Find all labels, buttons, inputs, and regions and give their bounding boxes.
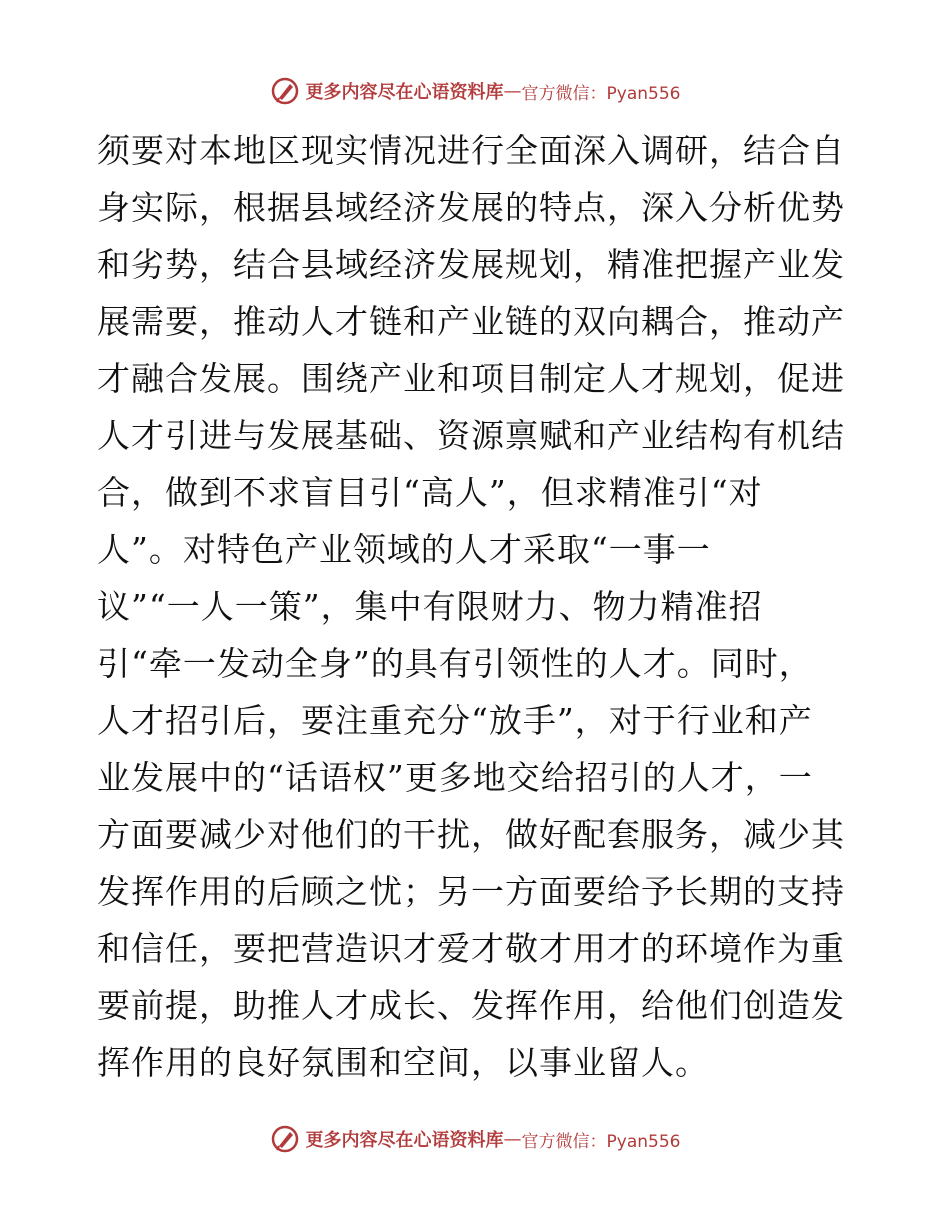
body-line: 合，做到不求盲目引“高人”，但求精准引“对	[97, 473, 763, 512]
banner-wechat-text: 官方微信：Pyan556	[521, 83, 681, 104]
feather-pen-icon	[270, 76, 300, 106]
body-line: 议”“一人一策”，集中有限财力、物力精准招	[97, 587, 763, 626]
body-line: 展需要，推动人才链和产业链的双向耦合，推动产	[97, 302, 845, 341]
banner-separator: —	[503, 1128, 522, 1150]
body-line: 引“牵一发动全身”的具有引领性的人才。同时，	[97, 644, 813, 683]
body-line: 人”。对特色产业领域的人才采取“一事一	[97, 530, 711, 569]
banner-main-text: 更多内容尽在心语资料库	[305, 1130, 504, 1151]
document-body	[97, 122, 857, 1091]
header-banner	[0, 74, 950, 108]
body-line: 和劣势，结合县域经济发展规划，精准把握产业发	[97, 245, 845, 284]
body-line: 挥作用的良好氛围和空间，以事业留人。	[97, 1043, 709, 1082]
banner-separator: —	[503, 80, 522, 102]
body-line: 人才引进与发展基础、资源禀赋和产业结构有机结	[97, 416, 845, 455]
body-line: 发挥作用的后顾之忧；另一方面要给予长期的支持	[97, 872, 845, 911]
body-line: 身实际，根据县域经济发展的特点，深入分析优势	[97, 188, 845, 227]
body-line: 才融合发展。围绕产业和项目制定人才规划，促进	[97, 359, 845, 398]
feather-pen-icon	[270, 1124, 300, 1154]
body-line: 要前提，助推人才成长、发挥作用，给他们创造发	[97, 986, 845, 1025]
body-line: 和信任，要把营造识才爱才敬才用才的环境作为重	[97, 929, 845, 968]
body-line: 人才招引后，要注重充分“放手”，对于行业和产	[97, 701, 813, 740]
footer-banner	[0, 1122, 950, 1156]
banner-main-text: 更多内容尽在心语资料库	[305, 82, 504, 103]
body-line: 业发展中的“话语权”更多地交给招引的人才，一	[97, 758, 813, 797]
body-line: 方面要减少对他们的干扰，做好配套服务，减少其	[97, 815, 845, 854]
body-line: 须要对本地区现实情况进行全面深入调研，结合自	[97, 131, 845, 170]
banner-wechat-text: 官方微信：Pyan556	[521, 1131, 681, 1152]
